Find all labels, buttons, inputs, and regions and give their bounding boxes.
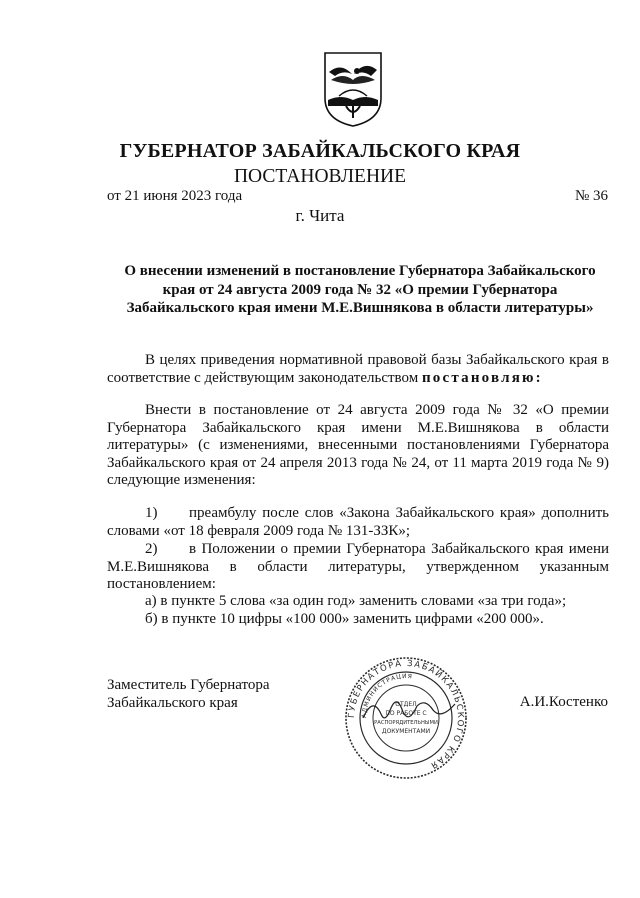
preamble-paragraph [107, 352, 609, 387]
position-line: Заместитель Губернатора [107, 677, 270, 693]
stamp-outer-text: ГУБЕРНАТОРА ЗАБАЙКАЛЬСКОГО КРАЯ [346, 658, 466, 771]
intro-paragraph: Внести в постановление от 24 августа 2009 года № 32 «О премии Губернатора Забайкальского края имени М.Е.Вишнякова в области литературы» (с изменениями, внесенными постановлениями Губернатора Забайкальского края от 24 апреля 2013 года № 24, от 11 марта 2019 года № 9) следующие изменения: [107, 402, 609, 488]
sub-item-b: б) в пункте 10 цифры «100 000» заменить цифрами «200 000». [145, 611, 544, 627]
stamp-center-line: ОТДЕЛ [395, 701, 417, 708]
sub-item-a: а) в пункте 5 слова «за один год» заменить словами «за три года»; [145, 593, 567, 609]
item-number: 2) [145, 541, 158, 557]
issuer-title: ГУБЕРНАТОР ЗАБАЙКАЛЬСКОГО КРАЯ [119, 140, 521, 162]
subject-line: края от 24 августа 2009 года № 32 «О премии Губернатора [162, 281, 558, 298]
signatory-name: А.И.Костенко [519, 694, 608, 710]
document-city: г. Чита [295, 206, 345, 225]
change-item-2 [107, 541, 609, 594]
document-subject [100, 262, 620, 318]
position-line: Забайкальского края [107, 695, 238, 711]
preamble-text: В целях приведения нормативной правовой базы Забайкальского края в соответствие с действующим законодательством [107, 352, 609, 386]
document-type: ПОСТАНОВЛЕНИЕ [233, 166, 407, 187]
coat-of-arms-emblem [321, 50, 385, 128]
preamble-verb: постановляю: [421, 369, 543, 386]
item-number: 1) [145, 505, 158, 521]
change-item-1 [107, 505, 609, 540]
document-date: от 21 июня 2023 года [107, 188, 243, 204]
stamp-center-line: ДОКУМЕНТАМИ [381, 728, 431, 735]
subject-line: О внесении изменений в постановление Губернатора Забайкальского [124, 263, 596, 279]
stamp-center-line: РАСПОРЯДИТЕЛЬНЫМИ [374, 720, 438, 726]
document-number: № 36 [574, 188, 608, 204]
stamp-center-line: ПО РАБОТЕ С [385, 710, 427, 717]
stamp-inner-text: АДМИНИСТРАЦИЯ [360, 672, 414, 719]
subject-line: Забайкальского края имени М.Е.Вишнякова в области литературы» [126, 300, 594, 316]
item-text: в Положении о премии Губернатора Забайкальского края имени М.Е.Вишнякова в области литературы, утвержденном указанным постановлением: [107, 541, 609, 592]
item-text: преамбулу после слов «Закона Забайкальского края» дополнить словами «от 18 февраля 2009 года № 131-ЗЗК»; [107, 505, 609, 539]
handwritten-signature [355, 690, 465, 730]
signatory-position [107, 676, 270, 712]
